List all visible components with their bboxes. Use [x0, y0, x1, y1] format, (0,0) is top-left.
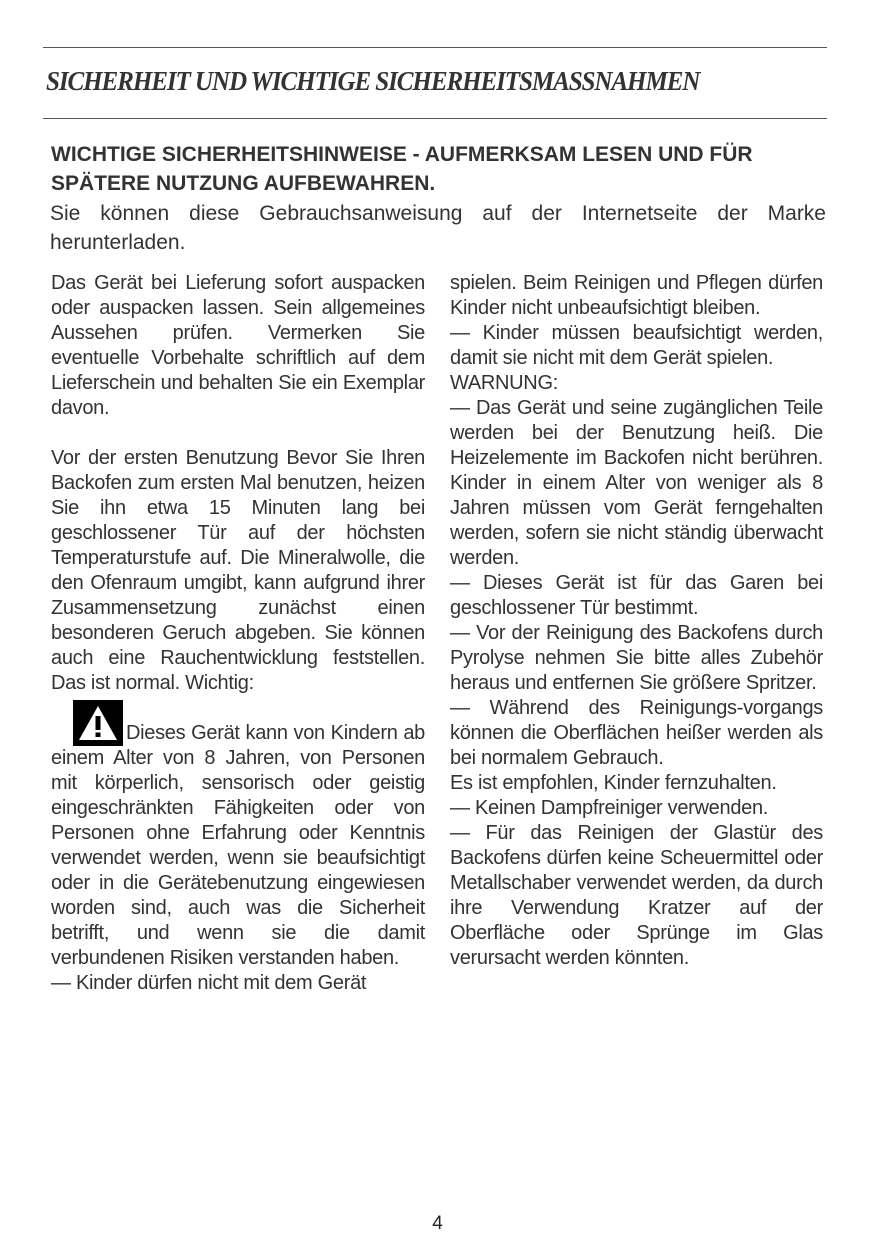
keep-children-away-paragraph: Es ist empfohlen, Kinder fernzuhalten.: [450, 772, 777, 794]
pyrolysis-paragraph: — Vor der Reinigung des Backofens durch Pyrolyse nehmen Sie bitte alles Zubehör heraus und entfernen Sie größere Spritzer.: [450, 622, 823, 694]
right-column: [450, 271, 823, 971]
closed-door-paragraph: — Dieses Gerät ist für das Garen bei geschlossener Tür bestimmt.: [450, 572, 823, 619]
children-usage-text: Dieses Gerät kann von Kindern ab einem Alter von 8 Jahren, von Personen mit körperlich, sensorisch oder geistig eingeschränkten Fähigkeiten oder von Personen ohne Erfahrung oder Kenntnis verwendet werden, wenn sie beaufsichtigt oder in die Gerätebenutzung eingewiesen worden sind, auch was die Sicherheit betrifft, und wenn sie die damit verbundenen Risiken verstanden haben.: [51, 722, 425, 969]
download-note: Sie können diese Gebrauchsanweisung auf der Internetseite der Marke herunterladen.: [50, 202, 826, 254]
children-play-paragraph: — Kinder dürfen nicht mit dem Gerät: [51, 972, 367, 994]
children-supervision-paragraph: — Kinder müssen beaufsichtigt werden, damit sie nicht mit dem Gerät spielen.: [450, 322, 823, 369]
page-title: SICHERHEIT UND WICHTIGE SICHERHEITSMASSNAHMEN: [46, 66, 700, 96]
title-divider: [43, 118, 827, 119]
no-steam-cleaner-paragraph: — Keinen Dampfreiniger verwenden.: [450, 797, 769, 819]
supervision-cleaning-paragraph: spielen. Beim Reinigen und Pflegen dürfen Kinder nicht unbeaufsichtigt bleiben.: [450, 272, 823, 319]
hot-parts-paragraph: — Das Gerät und seine zugänglichen Teile werden bei der Benutzung heiß. Die Heizelemente im Backofen nicht berühren. Kinder in einem Alter von weniger als 8 Jahren müssen vom Gerät ferngehalten werden, sofern sie nicht ständig überwacht werden.: [450, 397, 823, 569]
warning-triangle-icon: [73, 700, 123, 746]
first-use-paragraph: Vor der ersten Benutzung Bevor Sie Ihren Backofen zum ersten Mal benutzen, heizen Sie ihn etwa 15 Minuten lang bei geschlossener Tür auf der höchsten Temperaturstufe auf. Die Mineralwolle, die den Ofenraum umgibt, kann aufgrund ihrer Zusammensetzung zunächst einen besonderen Geruch abgeben. Sie können auch eine Rauchentwicklung feststellen. Das ist normal. Wichtig:: [51, 447, 425, 694]
top-divider: [43, 47, 827, 48]
cleaning-hot-surfaces-paragraph: — Während des Reinigungs-vorgangs können die Oberflächen heißer werden als bei normalem Gebrauch.: [450, 697, 823, 769]
warning-label: WARNUNG:: [450, 372, 558, 394]
safety-notice-heading: WICHTIGE SICHERHEITSHINWEISE - AUFMERKSAM LESEN UND FÜR SPÄTERE NUTZUNG AUFBEWAHREN.: [51, 143, 753, 195]
glass-door-cleaning-paragraph: — Für das Reinigen der Glastür des Backofens dürfen keine Scheuermittel oder Metallschaber verwendet werden, da durch ihre Verwendung Kratzer auf der Oberfläche oder Sprünge im Glas verursacht werden könnten.: [450, 822, 823, 969]
children-usage-paragraph: [51, 696, 425, 971]
left-column: [51, 271, 425, 996]
page-number: 4: [432, 1213, 443, 1234]
delivery-paragraph: Das Gerät bei Lieferung sofort auspacken oder auspacken lassen. Sein allgemeines Aussehen prüfen. Vermerken Sie eventuelle Vorbehalte schriftlich auf dem Lieferschein und behalten Sie ein Exemplar davon.: [51, 272, 425, 419]
